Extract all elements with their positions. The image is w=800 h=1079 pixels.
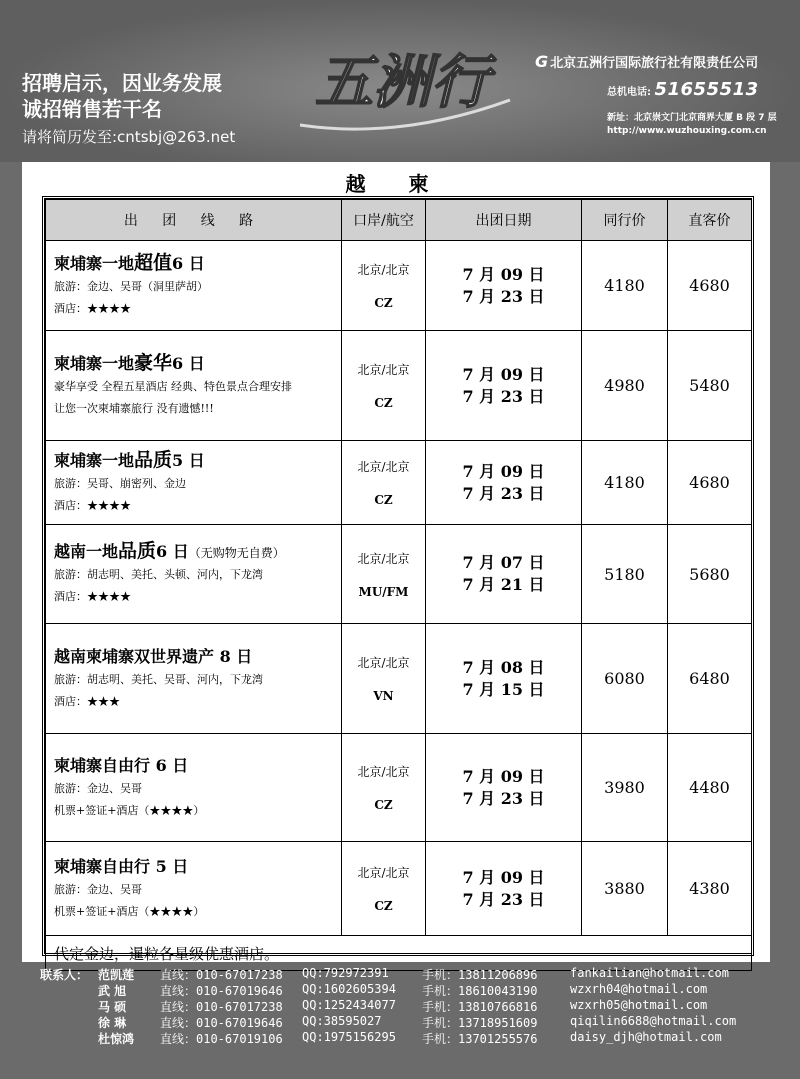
route-name-suffix: 5 日 xyxy=(172,450,205,470)
airline-code: CZ xyxy=(374,798,393,812)
direct-price: 6480 xyxy=(668,624,752,734)
route-name xyxy=(54,855,333,879)
contact-tel: 直线：010-67019646 xyxy=(160,984,283,998)
route-cell xyxy=(46,525,342,624)
peer-price: 3880 xyxy=(582,842,668,936)
route-name xyxy=(54,540,333,564)
footer-note: 代定金边，暹粒各星级优惠酒店。 xyxy=(46,936,752,971)
departure-date-1: 7 月 09 日 xyxy=(462,766,545,786)
recruit-line-2: 诚招销售若干名 xyxy=(22,97,162,121)
route-name xyxy=(54,352,333,376)
departure-date-1: 7 月 09 日 xyxy=(462,867,545,887)
table-row xyxy=(46,525,752,624)
route-desc-2: 机票+签证+酒店（★★★★） xyxy=(54,803,205,817)
port-city: 北京/北京 xyxy=(357,551,410,566)
contact-row xyxy=(40,1014,780,1030)
table-row xyxy=(46,624,752,734)
direct-price: 4680 xyxy=(668,441,752,525)
route-desc-2: 酒店：★★★★ xyxy=(54,590,131,603)
departure-date-2: 7 月 23 日 xyxy=(462,788,545,808)
contact-name: 马 硕 xyxy=(98,1000,127,1014)
company-g-icon: G xyxy=(535,52,549,71)
header-route: 出 团 线 路 xyxy=(46,200,342,241)
phone-number: 51655513 xyxy=(654,79,759,100)
route-name-prefix: 越南一地 xyxy=(54,542,119,561)
route-desc-1: 旅游：吴哥、崩密列、金边 xyxy=(54,476,186,490)
contact-row xyxy=(40,982,780,998)
route-name-prefix: 柬埔寨一地 xyxy=(54,450,135,470)
recruit-notice xyxy=(22,70,235,147)
header-banner xyxy=(0,0,800,162)
date-cell xyxy=(426,842,582,936)
contact-email[interactable]: wzxrh05@hotmail.com xyxy=(570,998,708,1012)
contact-name: 徐 琳 xyxy=(98,1016,127,1030)
contact-email[interactable]: fankailian@hotmail.com xyxy=(570,966,729,980)
contact-qq: QQ:1975156295 xyxy=(302,1030,396,1044)
phone-label: 总机电话: xyxy=(607,87,651,98)
contact-qq: QQ:38595027 xyxy=(302,1014,382,1028)
contact-mobile: 手机：13718951609 xyxy=(422,1016,538,1030)
route-desc-1: 旅游：金边、吴哥 xyxy=(54,781,142,795)
header-direct-price: 直客价 xyxy=(668,200,752,241)
port-city: 北京/北京 xyxy=(357,263,410,277)
airline-code: CZ xyxy=(374,493,393,507)
contacts-section xyxy=(40,966,780,1046)
contact-email[interactable]: wzxrh04@hotmail.com xyxy=(570,982,708,996)
contact-tel: 直线：010-67019106 xyxy=(160,1032,283,1046)
date-cell xyxy=(426,734,582,842)
contact-mobile: 手机：18610043190 xyxy=(422,984,538,998)
route-name xyxy=(54,754,333,778)
route-name-suffix: 自由行 6 日 xyxy=(102,755,189,775)
route-name-highlight: 超值 xyxy=(134,251,173,274)
departure-date-1: 7 月 09 日 xyxy=(462,461,545,481)
peer-price: 5180 xyxy=(582,525,668,624)
contact-tel: 直线：010-67019646 xyxy=(160,1016,283,1030)
routes-table-frame xyxy=(42,196,754,963)
port-cell xyxy=(342,842,426,936)
route-name xyxy=(54,252,333,276)
port-cell xyxy=(342,241,426,331)
airline-code: CZ xyxy=(374,899,393,913)
port-city: 北京/北京 xyxy=(357,765,410,779)
contact-qq: QQ:1602605394 xyxy=(302,982,396,996)
peer-price: 6080 xyxy=(582,624,668,734)
date-cell xyxy=(426,525,582,624)
contact-name: 杜惊鸿 xyxy=(98,1032,135,1046)
airline-code: CZ xyxy=(374,396,393,410)
route-desc-2: 酒店：★★★★ xyxy=(54,498,131,512)
table-row xyxy=(46,441,752,525)
route-cell xyxy=(46,842,342,936)
contact-row xyxy=(40,966,780,982)
company-logo xyxy=(280,30,525,140)
route-name-prefix: 越南柬埔寨双世界遗产 8 日 xyxy=(54,646,253,666)
direct-price: 4680 xyxy=(668,241,752,331)
peer-price: 4980 xyxy=(582,331,668,441)
recruit-email: 请将简历发至:cntsbj@263.net xyxy=(22,128,236,146)
company-address: 新址：北京崇文门北京商界大厦 B 段 7 层 xyxy=(607,113,777,123)
recruit-line-1: 招聘启示，因业务发展 xyxy=(22,71,222,95)
port-cell xyxy=(342,525,426,624)
contact-mobile: 手机：13701255576 xyxy=(422,1032,538,1046)
port-city: 北京/北京 xyxy=(357,460,410,474)
direct-price: 4480 xyxy=(668,734,752,842)
route-name-highlight: 品质 xyxy=(118,540,157,562)
departure-date-2: 7 月 23 日 xyxy=(462,889,545,909)
route-cell xyxy=(46,624,342,734)
route-desc-2: 酒店：★★★★ xyxy=(54,301,131,315)
port-cell xyxy=(342,624,426,734)
route-desc-1: 旅游：金边、吴哥（洞里萨胡） xyxy=(54,279,208,293)
route-name-highlight: 豪华 xyxy=(134,351,173,374)
contact-email[interactable]: qiqilin6688@hotmail.com xyxy=(570,1014,737,1028)
route-cell xyxy=(46,331,342,441)
table-row xyxy=(46,734,752,842)
airline-code: MU/FM xyxy=(358,584,409,599)
direct-price: 5480 xyxy=(668,331,752,441)
route-name-suffix: 6 日 xyxy=(156,542,189,561)
route-desc-1: 旅游：胡志明、美托、头顿、河内，下龙湾 xyxy=(54,568,263,581)
table-row xyxy=(46,842,752,936)
route-cell xyxy=(46,441,342,525)
contact-mobile: 手机：13810766816 xyxy=(422,1000,538,1014)
date-cell xyxy=(426,331,582,441)
route-cell xyxy=(46,734,342,842)
contact-qq: QQ:1252434077 xyxy=(302,998,396,1012)
contact-name: 范凯莲 xyxy=(98,968,135,982)
route-desc-2: 让您一次柬埔寨旅行 没有遗憾!!! xyxy=(54,401,214,415)
header-peer-price: 同行价 xyxy=(582,200,668,241)
route-desc-1: 旅游：金边、吴哥 xyxy=(54,882,142,896)
direct-price: 5680 xyxy=(668,525,752,624)
region-title: 越 柬 xyxy=(345,172,447,196)
date-cell xyxy=(426,624,582,734)
departure-date-2: 7 月 15 日 xyxy=(462,679,545,699)
contact-qq: QQ:792972391 xyxy=(302,966,389,980)
route-cell xyxy=(46,241,342,331)
routes-table xyxy=(45,199,752,971)
content-panel xyxy=(22,162,770,962)
peer-price: 4180 xyxy=(582,241,668,331)
airline-code: CZ xyxy=(374,296,393,310)
route-desc-1: 旅游：胡志明、美托、吴哥、河内，下龙湾 xyxy=(54,672,263,686)
route-name xyxy=(54,449,333,473)
date-cell xyxy=(426,241,582,331)
departure-date-1: 7 月 08 日 xyxy=(462,657,545,677)
logo-text: 五洲行 xyxy=(314,48,490,116)
route-name xyxy=(54,645,333,669)
port-cell xyxy=(342,441,426,525)
table-row xyxy=(46,331,752,441)
port-city: 北京/北京 xyxy=(357,656,410,670)
departure-date-1: 7 月 07 日 xyxy=(462,553,545,572)
departure-date-2: 7 月 23 日 xyxy=(462,483,545,503)
contact-email[interactable]: daisy_djh@hotmail.com xyxy=(570,1030,722,1044)
contact-tel: 直线：010-67017238 xyxy=(160,968,283,982)
route-desc-2: 机票+签证+酒店（★★★★） xyxy=(54,904,205,918)
route-note: （无购物无自费） xyxy=(188,546,285,560)
departure-date-2: 7 月 23 日 xyxy=(462,386,545,406)
route-desc-2: 酒店：★★★ xyxy=(54,694,120,708)
company-url[interactable]: http://www.wuzhouxing.com.cn xyxy=(607,126,767,136)
departure-date-1: 7 月 09 日 xyxy=(462,364,545,384)
route-name-prefix: 柬埔寨一地 xyxy=(54,253,135,273)
port-cell xyxy=(342,734,426,842)
company-name: 北京五洲行国际旅行社有限责任公司 xyxy=(550,56,759,71)
route-name-suffix: 6 日 xyxy=(172,353,205,373)
contacts-label: 联系人： xyxy=(40,968,89,982)
contact-mobile: 手机：13811206896 xyxy=(422,968,538,982)
airline-code: VN xyxy=(373,689,394,703)
port-city: 北京/北京 xyxy=(357,866,410,880)
port-city: 北京/北京 xyxy=(357,363,410,377)
departure-date-2: 7 月 23 日 xyxy=(462,286,545,306)
route-name-prefix: 柬埔寨一地 xyxy=(54,353,135,373)
peer-price: 3980 xyxy=(582,734,668,842)
header-port: 口岸/航空 xyxy=(342,200,426,241)
route-name-prefix: 柬埔寨 xyxy=(54,755,103,775)
route-name-highlight: 品质 xyxy=(134,448,173,471)
route-name-suffix: 自由行 5 日 xyxy=(102,856,189,876)
company-info xyxy=(535,52,777,136)
table-row xyxy=(46,241,752,331)
route-desc-1: 豪华享受 全程五星酒店 经典、特色景点合理安排 xyxy=(54,379,292,393)
departure-date-2: 7 月 21 日 xyxy=(462,575,545,594)
peer-price: 4180 xyxy=(582,441,668,525)
contact-row xyxy=(40,1030,780,1046)
port-cell xyxy=(342,331,426,441)
header-date: 出团日期 xyxy=(426,200,582,241)
contact-row xyxy=(40,998,780,1014)
route-name-prefix: 柬埔寨 xyxy=(54,856,103,876)
route-name-suffix: 6 日 xyxy=(172,253,205,273)
contact-name: 武 旭 xyxy=(98,984,127,998)
direct-price: 4380 xyxy=(668,842,752,936)
table-header-row xyxy=(46,200,752,241)
contact-tel: 直线：010-67017238 xyxy=(160,1000,283,1014)
departure-date-1: 7 月 09 日 xyxy=(462,264,545,284)
date-cell xyxy=(426,441,582,525)
